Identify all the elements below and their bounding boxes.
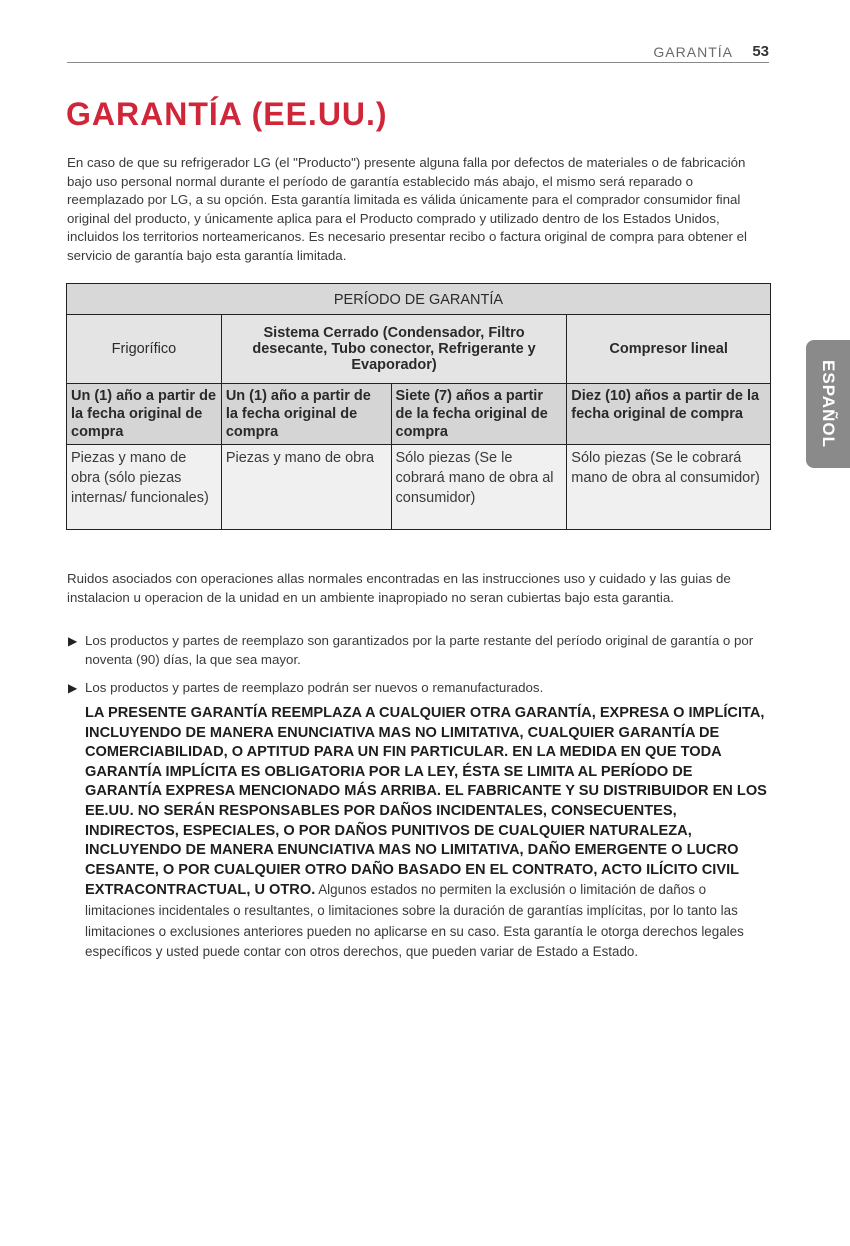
period-cell: Siete (7) años a partir de la fecha original de compra [391, 384, 567, 445]
language-tab-label: ESPAÑOL [819, 360, 838, 448]
arrow-bullet-icon: ▶ [68, 634, 78, 648]
period-cell: Un (1) año a partir de la fecha original de compra [221, 384, 391, 445]
legal-bold-text: LA PRESENTE GARANTÍA REEMPLAZA A CUALQUIER OTRA GARANTÍA, EXPRESA O IMPLÍCITA, INCLUYENDO DE MANERA ENUNCIATIVA MAS NO LIMITATIVA, CUALQUIER GARANTÍA DE COMERCIABILIDAD, O APTITUD PARA UN FIN PARTICULAR. EN LA MEDIDA EN QUE TODA GARANTÍA IMPLÍCITA ES OBLIGATORIA POR LA LEY, ÉSTA SE LIMITA AL PERÍODO DE GARANTÍA EXPRESA MENCIONADO MÁS ARRIBA. EL FABRICANTE Y SU DISTRIBUIDOR EN LOS EE.UU. NO SERÁN RESPONSABLES POR DAÑOS INCIDENTALES, CONSECUENTES, INDIRECTOS, ESPECIALES, O POR DAÑOS PUNITIVOS DE CUALQUIER NATURALEZA, INCLUYENDO DE MANERA ENUNCIATIVA MAS NO LIMITATIVA, DAÑO EMERGENTE O LUCRO CESANTE, O POR CUALQUIER OTRO DAÑO BASADO EN EL CONTRATO, ACTO ILÍCITO CIVIL EXTRACONTRACTUAL, U OTRO. [85, 705, 767, 899]
page-number: 53 [752, 43, 769, 60]
bullet-text: Los productos y partes de reemplazo podrán ser nuevos o remanufacturados. [85, 680, 544, 695]
header-compresor-lineal: Compresor lineal [567, 315, 771, 384]
page-header [67, 44, 769, 63]
header-frigorifico: Frigorífico [67, 315, 222, 384]
noise-exclusion-paragraph: Ruidos asociados con operaciones allas normales encontradas en las instrucciones uso y cuidado y las guias de instalacion u operacion de la unidad en un ambiente inapropiado no seran cubiertas bajo esta garantia. [67, 571, 731, 605]
arrow-bullet-icon: ▶ [68, 681, 78, 695]
legal-disclaimer [85, 704, 773, 963]
page-title: GARANTÍA (EE.UU.) [66, 96, 388, 132]
language-side-tab [806, 340, 850, 468]
header-sistema-cerrado: Sistema Cerrado (Condensador, Filtro desecante, Tubo conector, Refrigerante y Evaporador) [221, 315, 566, 384]
header-section-title: GARANTÍA [653, 44, 733, 60]
warranty-table [66, 283, 771, 530]
bullet-item [67, 679, 772, 698]
warranty-table-title: PERÍODO DE GARANTÍA [67, 284, 771, 315]
bullet-text: Los productos y partes de reemplazo son garantizados por la parte restante del período original de garantía o por noventa (90) días, la que sea mayor. [85, 633, 754, 667]
coverage-cell: Piezas y mano de obra (sólo piezas internas/ funcionales) [67, 445, 222, 530]
coverage-cell: Sólo piezas (Se le cobrará mano de obra al consumidor) [567, 445, 771, 530]
period-cell: Diez (10) años a partir de la fecha original de compra [567, 384, 771, 445]
bullet-item [67, 632, 772, 669]
coverage-cell: Sólo piezas (Se le cobrará mano de obra al consumidor) [391, 445, 567, 530]
coverage-cell: Piezas y mano de obra [221, 445, 391, 530]
legal-rest-text: Algunos estados no permiten la exclusión o limitación de daños o limitaciones incidentales o resultantes, o limitaciones sobre la duración de garantías implícitas, por lo tanto las limitaciones o exclusiones anteriores pueden no aplicarse en su caso. Esta garantía le otorga derechos legales específicos y usted puede contar con otros derechos, que pueden variar de Estado a Estado. [85, 882, 744, 960]
period-cell: Un (1) año a partir de la fecha original de compra [67, 384, 222, 445]
intro-paragraph: En caso de que su refrigerador LG (el "Producto") presente alguna falla por defectos de materiales o de fabricación bajo uso personal normal durante el período de garantía establecido más abajo, el mismo será reparado o reemplazado por LG, a su opción. Esta garantía limitada es válida únicamente para el comprador consumidor final original del producto, y únicamente aplica para el Producto comprado y utilizado dentro de los Estados Unidos, incluidos los territorios norteamericanos. Es necesario presentar recibo o factura original de compra para obtener el servicio de garantía bajo esta garantía limitada. [67, 155, 747, 263]
